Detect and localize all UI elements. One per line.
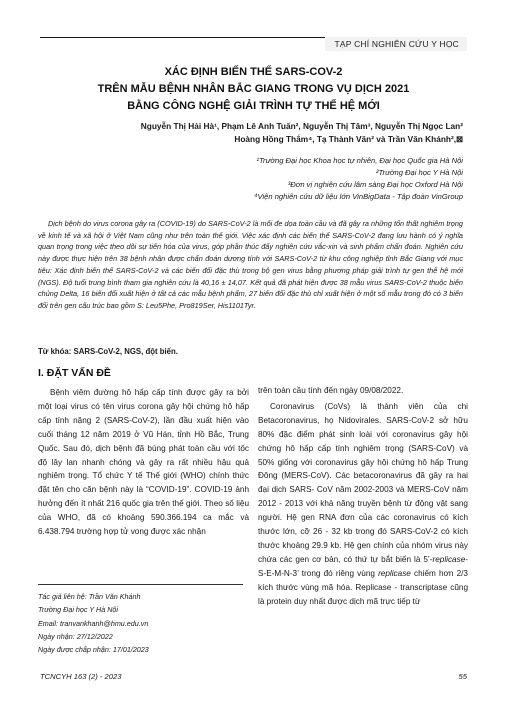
right-column — [258, 384, 468, 611]
footnote-divider — [38, 584, 243, 585]
page-footer — [40, 672, 467, 681]
authors-line-2: Hoàng Hồng Thắm⁴, Tạ Thành Văn² và Trần Văn Khánh²,⊠ — [234, 134, 463, 144]
author-list — [40, 120, 463, 146]
footnote-accepted: Ngày được chấp nhận: 17/01/2023 — [38, 645, 149, 655]
corresponding-author-note — [38, 590, 243, 656]
keywords: Từ khóa: SARS-CoV-2, NGS, đột biến. — [38, 347, 178, 356]
title-line-2: TRÊN MẪU BỆNH NHÂN BẮC GIANG TRONG VỤ DỊCH 2021 — [97, 83, 410, 95]
footnote-received: Ngày nhận: 27/12/2022 — [38, 631, 113, 641]
continuation-text: trên toàn cầu tính đến ngày 09/08/2022. — [258, 386, 404, 395]
affiliation-1: ¹Trường Đại học Khoa học tự nhiên, Đại học Quốc gia Hà Nội — [256, 156, 463, 165]
left-column — [38, 386, 249, 541]
intro-paragraph: Bệnh viêm đường hô hấp cấp tính được gây ra bởi một loại virus có tên virus corona gây hội chứng hô hấp cấp tính nặng 2 (SARS-CoV-2), lần đầu xuất hiện vào cuối tháng 12 năm 2019 ở Vũ Hán, tỉnh Hồ Bắc, Trung Quốc. Sau đó, dịch bệnh đã bùng phát toàn cầu với tốc độ lây lan nhanh chóng và gây ra rất nhiều hậu quả nghiêm trọng. Tổ chức Y tế Thế giới (WHO) chính thức đặt tên cho căn bệnh này là “COVID-19”. COVID-19 ảnh hưởng đến ít nhất 216 quốc gia trên thế giới. Theo số liệu của WHO, đã có khoảng 590.366.194 ca mắc và 6.438.794 trường hợp tử vong được xác nhận — [38, 388, 249, 537]
journal-issue: TCNCYH 163 (2) - 2023 — [40, 672, 122, 681]
replicase-term-1: replicase — [432, 554, 466, 564]
para2-text-a: Coronavirus (CoVs) là thành viên của chi Betacoronavirus, họ Nidovirales. SARS-CoV-2 sở hữu 80% đặc điểm phát sinh loài với coronavirus gây hội chứng hô hấp cấp tính nghiêm trọng (SARS-CoV) và 50% giống với coronavirus gây hội chứng hô hấp Trung Đông (MERS-CoV). Các betacoronavirus đã gây ra hai đại dịch SARS- CoV năm 2002-2003 và MERS-CoV năm 2012 - 2013 với khả năng truyền bệnh từ động vật sang người. Hệ gen RNA đơn của các coronavirus có kích thước lớn, cỡ 26 - 32 kb trong đó SARS-CoV-2 có kích thước khoảng 29.9 kb. Hệ gen chính của nhóm virus này chứa các gen cơ bản, có thứ tự bắt biến là 5’- — [258, 401, 468, 564]
article-title — [40, 64, 467, 115]
title-line-1: XÁC ĐỊNH BIẾN THỂ SARS-COV-2 — [164, 66, 343, 78]
page-number: 55 — [458, 672, 467, 681]
para2-text-c: chiếm hơn 2/3 kích thước vùng mã hóa. Replicase - transcriptase cũng là protein duy nhất được dịch mã trực tiếp từ — [258, 568, 468, 606]
affiliations — [40, 155, 463, 203]
affiliation-3: ³Đơn vị nghiên cứu lâm sàng Đại học Oxford Hà Nội — [287, 180, 463, 189]
footnote-author: Tác giả liên hệ: Trần Văn Khánh — [38, 592, 141, 601]
title-line-3: BẰNG CÔNG NGHỆ GIẢI TRÌNH TỰ THẾ HỆ MỚI — [127, 100, 380, 112]
footnote-institution: Trường Đại học Y Hà Nội — [38, 605, 119, 615]
abstract: Dịch bệnh do virus corona gây ra (COVID-19) do SARS-CoV-2 là mối đe dọa toàn cầu và đã gây ra những tổn thất nghiêm trọng về kinh tế và xã hội ở Việt Nam cũng như trên toàn thế giới. Việc xác định các biến thể SARS-CoV-2 đang lưu hành có ý nghĩa quan trọng trong việc theo dõi sự tiến hóa của virus, góp phần thúc đẩy nghiên cứu vắc-xin và sinh phẩm chẩn đoán. Nghiên cứu này được thực hiện trên 38 bệnh nhân được chẩn đoán dương tính với SARS-CoV-2 từ khu công nghiệp tỉnh Bắc Giang với mục tiêu: Xác định biến thể SARS-CoV-2 và các biến đổi đặc thù trong bộ gen virus bằng phương pháp giải trình tự gen thế hệ mới (NGS). Độ tuổi trung bình tham gia nghiên cứu là 40,16 ± 14,07. Kết quả đã phát hiện được 38 mẫu virus SARS-CoV-2 thuộc biến chủng Delta, 16 biến đổi xuất hiện ở tất cả các mẫu bệnh phẩm, 27 biến đổi đặc thù chỉ xuất hiện ở một số mẫu trong đó có 3 biến đổi trên gen cấu trúc bao gồm S: Leu5Phe, Pro819Ser, His1101Tyr. — [38, 219, 463, 310]
affiliation-2: ²Trường Đại học Y Hà Nội — [375, 168, 463, 177]
footnote-email: Email: tranvankhanh@hmu.edu.vn — [38, 618, 149, 628]
journal-label: TẠP CHÍ NGHIÊN CỨU Y HỌC — [325, 37, 467, 51]
coronavirus-paragraph — [258, 400, 468, 609]
replicase-term-2: replicase — [378, 568, 411, 578]
authors-line-1: Nguyễn Thị Hải Hà¹, Phạm Lê Anh Tuấn², Nguyễn Thị Tâm³, Nguyễn Thị Ngọc Lan² — [140, 121, 463, 131]
section-heading: I. ĐẶT VẤN ĐỀ — [38, 367, 111, 379]
affiliation-4: ⁴Viện nghiên cứu dữ liệu lớn VinBigData - Tập đoàn VinGroup — [254, 192, 463, 201]
para2-text-b: -S-E-M-N-3’ trong đó riêng vùng — [258, 554, 468, 578]
